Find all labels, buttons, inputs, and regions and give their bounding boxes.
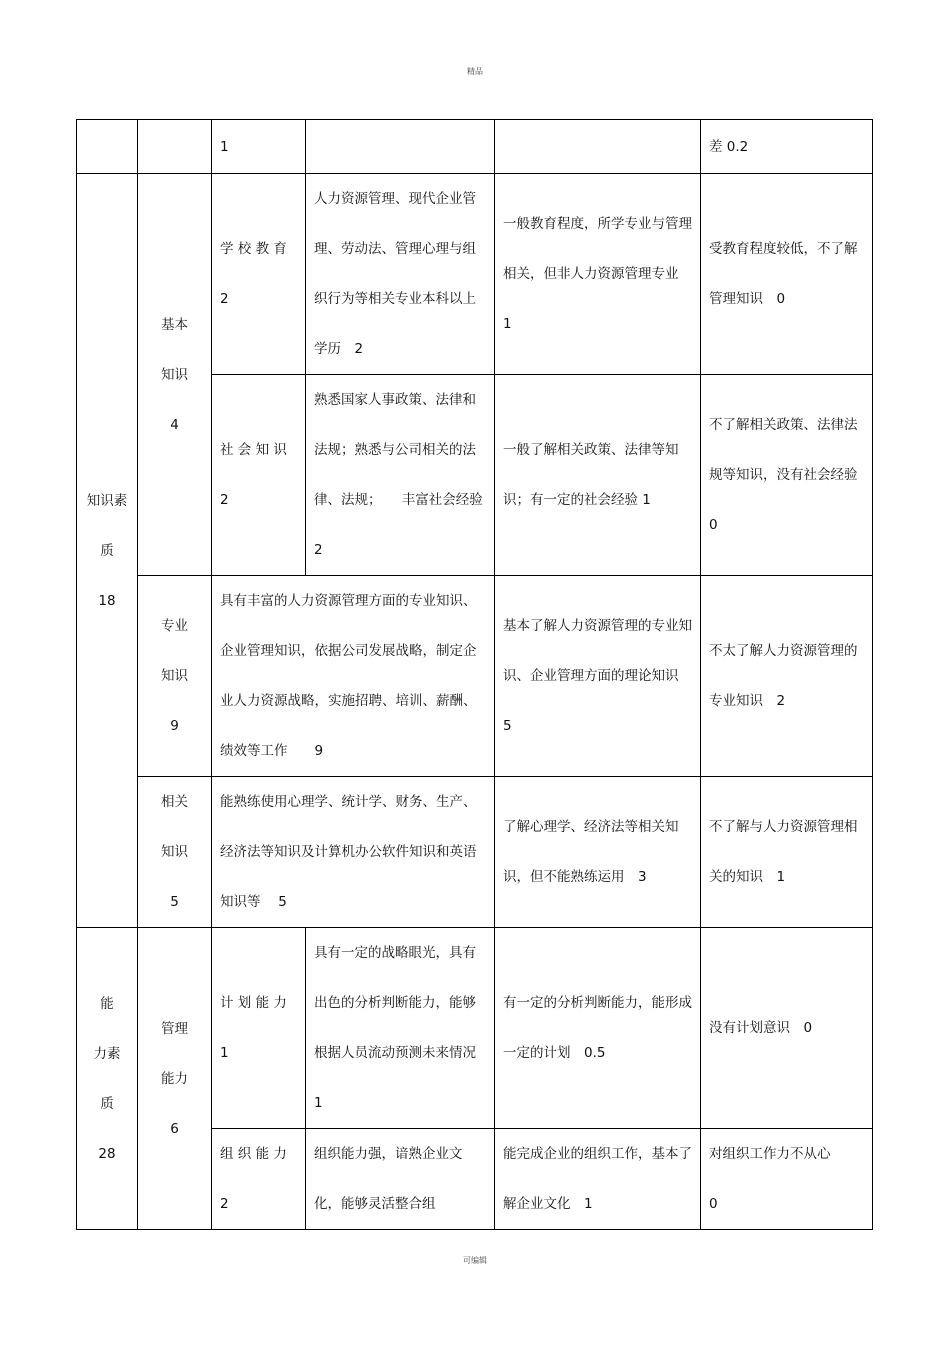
mid-level-cell: 一般教育程度，所学专业与管理相关，但非人力资源管理专业 1 <box>495 174 701 375</box>
mid-level-cell: 有一定的分析判断能力，能形成一定的计划 0.5 <box>495 928 701 1129</box>
high-level-cell <box>306 120 495 174</box>
dimension-related-knowledge: 相关 知识 5 <box>138 777 212 928</box>
low-level-cell: 不了解与人力资源管理相关的知识 1 <box>701 777 873 928</box>
high-level-cell: 组织能力强，谙熟企业文化，能够灵活整合组 <box>306 1129 495 1230</box>
sub-item-cell: 1 <box>212 120 306 174</box>
category-cell-empty <box>77 120 138 174</box>
table-row <box>77 777 873 928</box>
mid-level-cell: 了解心理学、经济法等相关知识，但不能熟练运用 3 <box>495 777 701 928</box>
page-header: 精品 <box>467 67 483 76</box>
high-level-cell: 具有一定的战略眼光，具有出色的分析判断能力，能够根据人员流动预测未来情况 1 <box>306 928 495 1129</box>
table-row <box>77 576 873 777</box>
mid-level-cell: 能完成企业的组织工作，基本了解企业文化 1 <box>495 1129 701 1230</box>
sub-item-planning-ability: 计 划 能 力 1 <box>212 928 306 1129</box>
dimension-basic-knowledge: 基本 知识 4 <box>138 174 212 576</box>
low-level-cell: 没有计划意识 0 <box>701 928 873 1129</box>
low-level-cell: 受教育程度较低，不了解管理知识 0 <box>701 174 873 375</box>
table-row <box>77 928 873 1129</box>
page-footer: 可编辑 <box>463 1256 487 1265</box>
sub-item-organizing-ability: 组 织 能 力 2 <box>212 1129 306 1230</box>
table-row <box>77 174 873 375</box>
high-level-cell: 熟悉国家人事政策、法律和法规；熟悉与公司相关的法律、法规； 丰富社会经验 2 <box>306 375 495 576</box>
mid-level-cell: 基本了解人力资源管理的专业知识、企业管理方面的理论知识 5 <box>495 576 701 777</box>
mid-level-cell: 一般了解相关政策、法律等知识；有一定的社会经验 1 <box>495 375 701 576</box>
high-level-cell: 人力资源管理、现代企业管理、劳动法、管理心理与组织行为等相关专业本科以上学历 2 <box>306 174 495 375</box>
dimension-management-ability: 管理 能力 6 <box>138 928 212 1230</box>
low-level-cell: 不了解相关政策、法律法规等知识，没有社会经验 0 <box>701 375 873 576</box>
evaluation-table <box>76 119 873 1230</box>
category-knowledge: 知识素质 18 <box>77 174 138 928</box>
high-level-cell: 具有丰富的人力资源管理方面的专业知识、企业管理知识，依据公司发展战略，制定企业人力资源战略，实施招聘、培训、薪酬、绩效等工作 9 <box>212 576 495 777</box>
mid-level-cell <box>495 120 701 174</box>
category-ability: 能 力素 质 28 <box>77 928 138 1230</box>
dimension-professional-knowledge: 专业 知识 9 <box>138 576 212 777</box>
low-level-cell: 差 0.2 <box>701 120 873 174</box>
dimension-cell-empty <box>138 120 212 174</box>
low-level-cell: 不太了解人力资源管理的专业知识 2 <box>701 576 873 777</box>
low-level-cell: 对组织工作力不从心 0 <box>701 1129 873 1230</box>
high-level-cell: 能熟练使用心理学、统计学、财务、生产、 经济法等知识及计算机办公软件知识和英语知识等 5 <box>212 777 495 928</box>
table-row <box>77 120 873 174</box>
sub-item-social-knowledge: 社 会 知 识 2 <box>212 375 306 576</box>
sub-item-school-education: 学 校 教 育 2 <box>212 174 306 375</box>
